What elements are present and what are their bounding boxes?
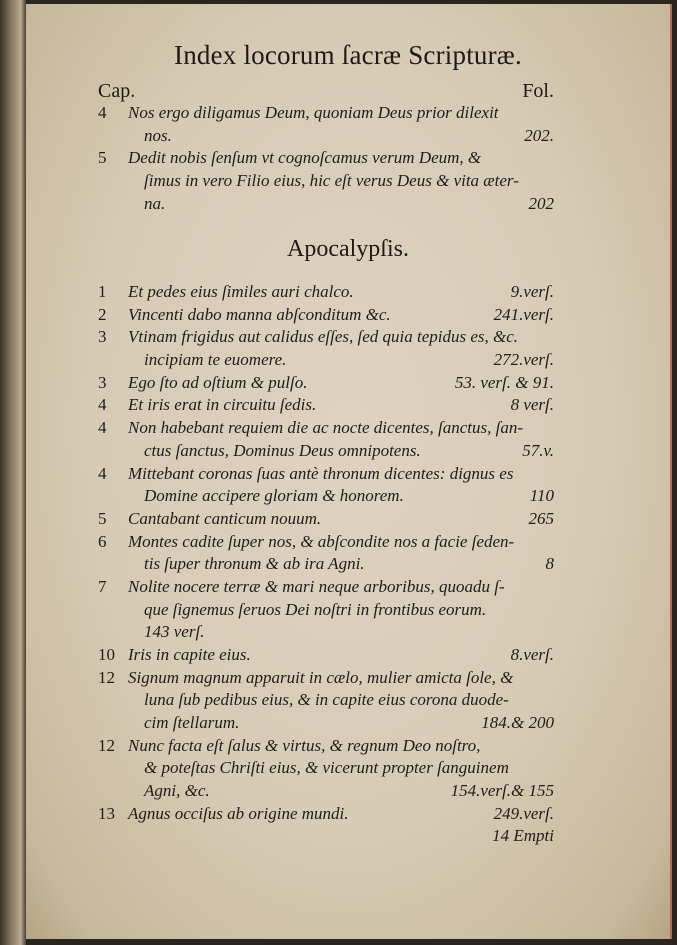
chapter-number: 7 (98, 576, 107, 596)
entry-text: cim ſtellarum. (144, 713, 240, 733)
entry-text: Et iris erat in circuitu ſedis. (128, 395, 317, 415)
folio-reference: 8 (545, 554, 554, 574)
entry-text: Iris in capite eius. (128, 645, 251, 664)
entry-text: Vtinam frigidus aut calidus eſſes, ſed quia tepidus es, &c. (128, 327, 519, 347)
chapter-number: 2 (98, 304, 107, 324)
chapter-number: 4 (98, 103, 107, 122)
folio-reference: 154.verſ.& 155 (450, 781, 554, 801)
catchword-row (98, 826, 554, 849)
entry-text: Agni, &c. (144, 781, 210, 801)
index-entry-line (98, 736, 554, 759)
index-entry-line (98, 148, 554, 171)
entry-text: Agnus occiſus ab origine mundi. (128, 803, 349, 823)
index-entry-line (98, 171, 554, 194)
chapter-number: 3 (98, 327, 107, 347)
index-section-apocalypsis (98, 282, 554, 827)
entry-text: Nunc facta eſt ſalus & virtus, & regnum Deo noſtro, (128, 735, 481, 755)
entry-text: Ego ſto ad oſtium & pulſo. (128, 372, 308, 392)
index-entry-line (98, 464, 554, 487)
chapter-number: 12 (98, 667, 115, 687)
folio-reference: 272.verſ. (493, 350, 554, 370)
entry-text: incipiam te euomere. (144, 350, 287, 370)
index-entry-line (98, 622, 554, 645)
folio-reference: 53. verſ. & 91. (454, 372, 554, 392)
entry-text: na. (144, 193, 166, 213)
chapter-number: 4 (98, 395, 107, 415)
entry-text: Montes cadite ſuper nos, & abſcondite nos a facie ſeden- (128, 531, 515, 551)
index-entry-line (98, 577, 554, 600)
chapter-number: 10 (98, 645, 115, 664)
index-entry-line (98, 327, 554, 350)
folio-reference: 184.& 200 (481, 713, 554, 733)
entry-text: ſimus in vero Filio eius, hic eſt verus Deus & vita æter- (144, 171, 519, 191)
entry-text: Mittebant coronas ſuas antè thronum dicentes: dignus es (128, 463, 514, 483)
folio-reference: 8.verſ. (510, 645, 554, 664)
entry-text: nos. (144, 125, 172, 145)
chapter-number: 5 (98, 148, 107, 168)
index-entry-line (98, 645, 554, 668)
entry-text: Et pedes eius ſimiles auri chalco. (128, 282, 354, 301)
entry-text: Non habebant requiem die ac nocte dicentes, ſanctus, ſan- (128, 418, 524, 438)
index-entry-line (98, 804, 554, 827)
index-entry-line (98, 781, 554, 804)
index-entry-line (98, 690, 554, 713)
chapter-number: 1 (98, 282, 107, 301)
folio-reference: 241.verſ. (493, 304, 554, 324)
index-entry-line (98, 600, 554, 623)
entry-text: ctus ſanctus, Dominus Deus omnipotens. (144, 440, 421, 460)
folio-reference: 8 verſ. (510, 395, 554, 415)
column-headers (98, 80, 554, 103)
index-entry-line (98, 418, 554, 441)
folio-reference: 202. (524, 125, 554, 145)
index-section-epistle (98, 103, 554, 216)
entry-text: tis ſuper thronum & ab ira Agni. (144, 554, 365, 574)
index-entry-line (98, 713, 554, 736)
folio-reference: 265 (528, 508, 554, 528)
book-page (26, 4, 672, 939)
entry-text: Vincenti dabo manna abſconditum &c. (128, 304, 391, 324)
chapter-number: 5 (98, 508, 107, 528)
folio-reference: 249.verſ. (493, 803, 554, 823)
entry-text: Dedit nobis ſenſum vt cognoſcamus verum Deum, & (128, 148, 482, 168)
folio-reference: 9.verſ. (510, 282, 554, 301)
cap-header: Cap. (98, 80, 136, 102)
entry-text: Cantabant canticum nouum. (128, 508, 322, 528)
entry-text: 143 verſ. (144, 622, 205, 642)
entry-text: Domine accipere gloriam & honorem. (144, 486, 404, 506)
chapter-number: 13 (98, 803, 115, 823)
chapter-number: 6 (98, 531, 107, 551)
index-entry-line (98, 282, 554, 305)
index-entry-line (98, 441, 554, 464)
index-entry-line (98, 395, 554, 418)
entry-text: Nos ergo diligamus Deum, quoniam Deus prior dilexit (128, 103, 499, 122)
index-entry-line (98, 373, 554, 396)
entry-text: Nolite nocere terræ & mari neque arboribus, quoadu ſ- (128, 576, 505, 596)
previous-page-edge (0, 0, 26, 945)
index-entry-line (98, 103, 554, 126)
index-entry-line (98, 305, 554, 328)
index-entry-line (98, 126, 554, 149)
chapter-number: 3 (98, 372, 107, 392)
index-entry-line (98, 758, 554, 781)
index-entry-line (98, 350, 554, 373)
fol-header: Fol. (522, 80, 554, 102)
folio-reference: 110 (529, 486, 554, 506)
index-entry-line (98, 668, 554, 691)
index-entry-line (98, 486, 554, 509)
entry-text: Signum magnum apparuit in cælo, mulier amicta ſole, & (128, 667, 514, 687)
chapter-number: 12 (98, 735, 115, 755)
chapter-number: 4 (98, 418, 107, 438)
section-heading-apocalypsis: Apocalypſis. (287, 236, 409, 262)
entry-text: & poteſtas Chriſti eius, & vicerunt propter ſanguinem (144, 758, 509, 778)
entry-text: luna ſub pedibus eius, & in capite eius corona duode- (144, 690, 509, 710)
index-entry-line (98, 194, 554, 217)
catchword: 14 Empti (492, 826, 554, 845)
folio-reference: 57.v. (522, 440, 554, 460)
folio-reference: 202 (528, 193, 554, 213)
index-entry-line (98, 509, 554, 532)
entry-text: que ſignemus ſeruos Dei noſtri in frontibus eorum. (144, 599, 487, 619)
index-entry-line (98, 532, 554, 555)
index-entry-line (98, 554, 554, 577)
page-title: Index locorum ſacræ Scripturæ. (174, 40, 522, 70)
chapter-number: 4 (98, 463, 107, 483)
